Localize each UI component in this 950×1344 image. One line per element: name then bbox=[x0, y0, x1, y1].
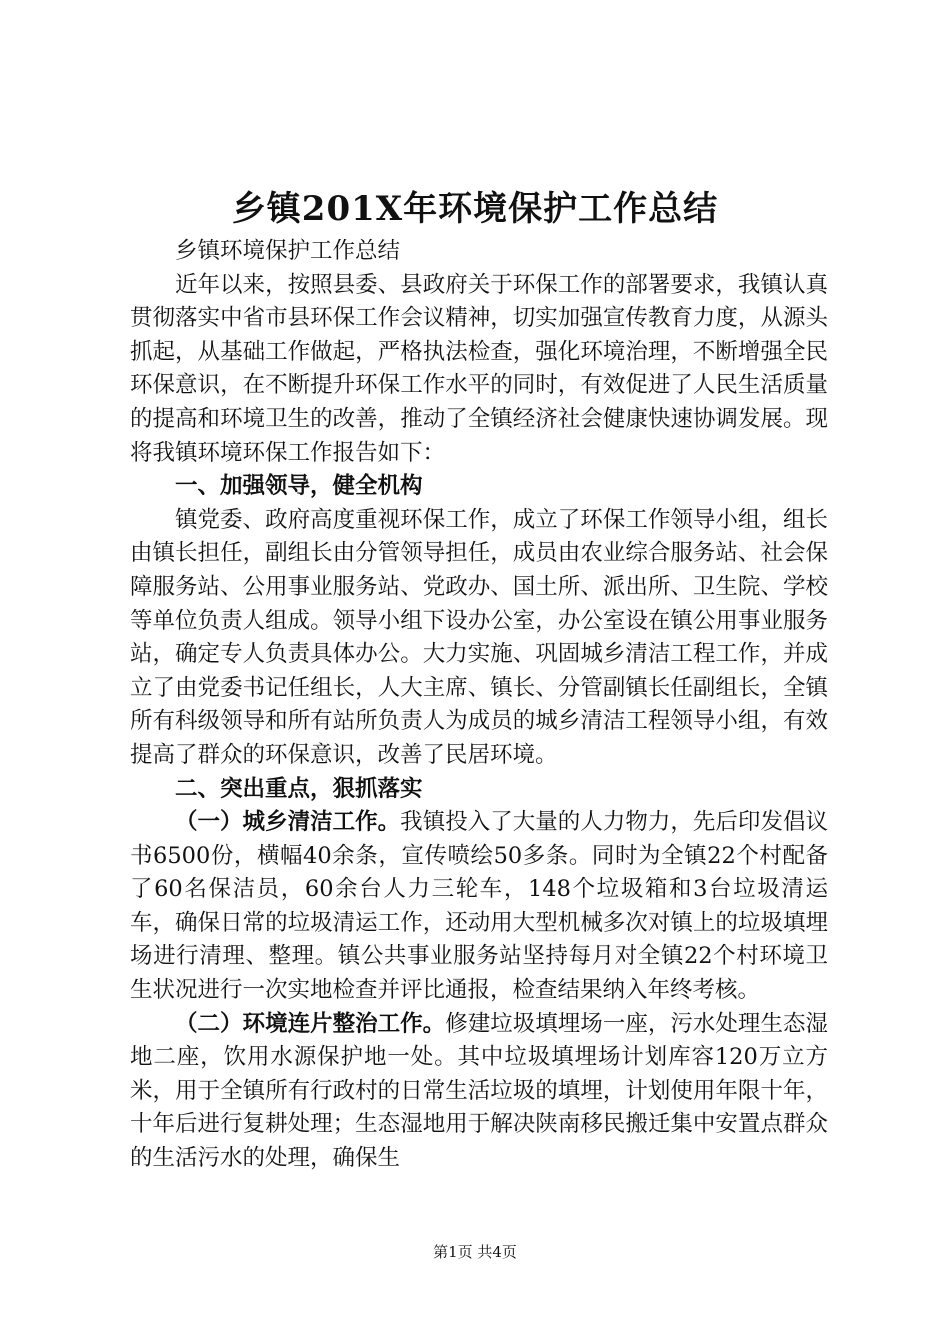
item2-text: 修建垃圾填埋场一座，污水处理生态湿地二座，饮用水源保护地一处。其中垃圾填埋场计划库容120万立方米，用于全镇所有行政村的日常生活垃圾的填埋，计划使用年限十年，十年后进行复耕处理；生态湿地用于解决陕南移民搬迁集中安置点群众的生活污水的处理，确保生 bbox=[130, 1010, 828, 1172]
document-title: 乡镇201X年环境保护工作总结 bbox=[231, 189, 719, 229]
item1-text: 我镇投入了大量的人力物力，先后印发倡议书6500份，横幅40余条，宣传喷绘50多条。同时为全镇22个村配备了60名保洁员，60余台人力三轮车，148个垃圾箱和3台垃圾清运车，确保日常的垃圾清运工作，还动用大型机械多次对镇上的垃圾填埋场进行清理、整理。镇公共事业服务站坚持每月对全镇22个村环境卫生状况进行一次实地检查并评比通报，检查结果纳入年终考核。 bbox=[130, 809, 828, 1004]
intro-paragraph: 近年以来，按照县委、县政府关于环保工作的部署要求，我镇认真贯彻落实中省市县环保工作会议精神，切实加强宣传教育力度，从源头抓起，从基础工作做起，严格执法检查，强化环境治理，不断增强全民环保意识，在不断提升环保工作水平的同时，有效促进了人民生活质量的提高和环境卫生的改善，推动了全镇经济社会健康快速协调发展。现将我镇环境环保工作报告如下： bbox=[130, 271, 828, 466]
item2-lead: （二）环境连片整治工作。 bbox=[175, 1010, 446, 1037]
section1-paragraph: 镇党委、政府高度重视环保工作，成立了环保工作领导小组，组长由镇长担任，副组长由分管领导担任，成员由农业综合服务站、社会保障服务站、公用事业服务站、党政办、国土所、派出所、卫生院、学校等单位负责人组成。领导小组下设办公室，办公室设在镇公用事业服务站，确定专人负责具体办公。大力实施、巩固城乡清洁工程工作，并成立了由党委书记任组长，人大主席、镇长、分管副镇长任副组长，全镇所有科级领导和所有站所负责人为成员的城乡清洁工程领导小组，有效提高了群众的环保意识，改善了民居环境。 bbox=[130, 506, 828, 768]
section2-item1-paragraph bbox=[130, 806, 828, 1008]
section2-heading: 二、突出重点，狠抓落实 bbox=[175, 775, 423, 802]
document-subtitle: 乡镇环境保护工作总结 bbox=[175, 238, 401, 264]
section2-item2-paragraph bbox=[130, 1008, 828, 1176]
document-body bbox=[130, 235, 828, 1176]
item1-lead: （一）城乡清洁工作。 bbox=[175, 809, 401, 836]
page-footer: 第1页 共4页 bbox=[433, 1243, 517, 1261]
section1-heading: 一、加强领导，健全机构 bbox=[175, 473, 423, 500]
